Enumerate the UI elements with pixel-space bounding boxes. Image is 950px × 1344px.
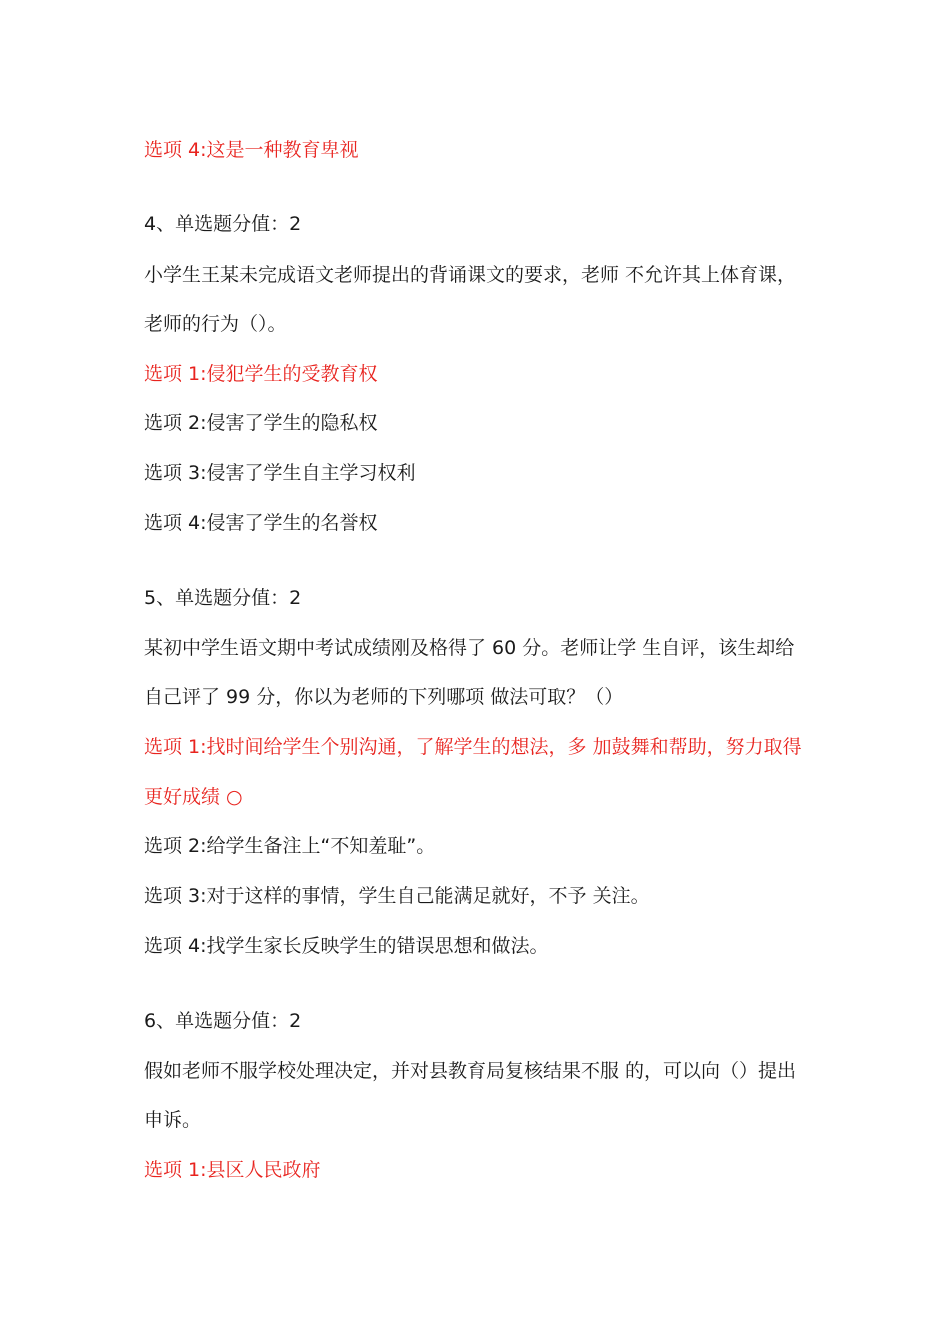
q5-option-2: 选项 2:给学生备注上“不知羞耻”。 [144, 835, 436, 857]
q5-option-1-line-1: 选项 1:找时间给学生个别沟通，了解学生的想法，多 加鼓舞和帮助，努力取得 [144, 736, 802, 758]
q4-option-2: 选项 2:侵害了学生的隐私权 [144, 412, 378, 434]
q4-option-4: 选项 4:侵害了学生的名誉权 [144, 512, 378, 534]
q4-question-line-1: 小学生王某未完成语文老师提出的背诵课文的要求，老师 不允许其上体育课， [144, 264, 797, 286]
q5-option-4: 选项 4:找学生家长反映学生的错误思想和做法。 [144, 935, 549, 957]
q3-option-4: 选项 4:这是一种教育卑视 [144, 139, 359, 161]
q4-option-3: 选项 3:侵害了学生自主学习权利 [144, 462, 416, 484]
q4-header: 4、单选题分值：2 [144, 213, 302, 235]
q4-question-line-2: 老师的行为（）。 [144, 313, 287, 335]
q6-header: 6、单选题分值：2 [144, 1010, 302, 1032]
q5-question-line-1: 某初中学生语文期中考试成绩刚及格得了 60 分。老师让学 生自评，该生却给 [144, 637, 795, 659]
q5-header: 5、单选题分值：2 [144, 587, 302, 609]
q5-option-3: 选项 3:对于这样的事情，学生自己能满足就好，不予 关注。 [144, 885, 650, 907]
q6-option-1: 选项 1:县区人民政府 [144, 1159, 321, 1181]
q4-option-1: 选项 1:侵犯学生的受教育权 [144, 363, 378, 385]
q6-question-line-1: 假如老师不服学校处理决定，并对县教育局复核结果不服 的，可以向（）提出 [144, 1060, 797, 1082]
q5-option-1-line-2: 更好成绩 ○ [144, 786, 243, 808]
q5-question-line-2: 自己评了 99 分，你以为老师的下列哪项 做法可取？（） [144, 686, 624, 708]
q6-question-line-2: 申诉。 [144, 1109, 202, 1131]
